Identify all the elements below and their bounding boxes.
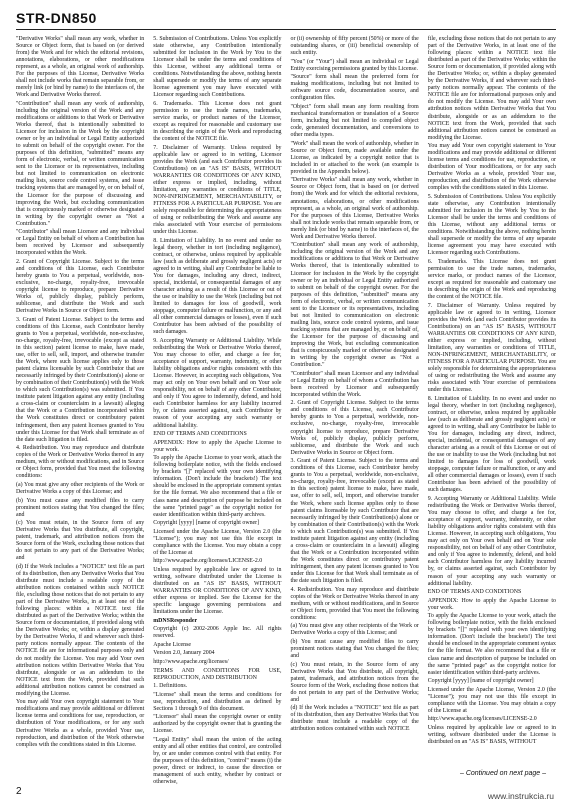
paragraph: APPENDIX: How to apply the Apache License to your work.: [427, 597, 556, 611]
paragraph: Unless required by applicable law or agreed to in writing, software distributed under the License is distributed on an "AS IS" BASIS, WITHOUT: [427, 724, 556, 746]
text-column-3: [291, 36, 419, 762]
paragraph: END OF TERMS AND CONDITIONS: [427, 589, 522, 596]
paragraph: (a) You must give any other recipients of the Work or Derivative Works a copy of this License; and: [290, 623, 419, 637]
text-column-4: [428, 36, 556, 762]
paragraph: 4. Redistribution. You may reproduce and distribute copies of the Work or Derivative Works thereof in any medium, with or without modifications, and in Source or Object form, provided that You meet the following conditions:: [16, 445, 145, 480]
paragraph: You may add Your own copyright statement to Your modifications and may provide additional or different license terms and conditions for use, reproduction, or distribution of Your modifications, or for any such Derivative Works as a whole, provided Your use, reproduction, and distribution of the Work otherwise complies with the conditions stated in this License.: [427, 143, 556, 192]
paragraph: 7. Disclaimer of Warranty. Unless required by applicable law or agreed to in writing, Licensor provides the Work (and each Contributor provides its Contributions) on an "AS IS" BASIS, WITHOUT WARRANTIES OR CONDITIONS OF ANY KIND, either express or implied, including, without limitation, any warranties or conditions of TITLE, NON-INFRINGEMENT, MERCHANTABILITY, or FITNESS FOR A PARTICULAR PURPOSE. You are solely responsible for determining the appropriateness of using or redistributing the Work and assume any risks associated with Your exercise of permissions under this License.: [427, 302, 556, 394]
paragraph: "Contribution" shall mean any work of authorship, including the original version of the Work and any modifications or additions to that Work or Derivative Works thereof, that is intentionally submitted to Licensor for inclusion in the Work by the copyright owner or by an individual or Legal Entity authorized to submit on behalf of the copyright owner. For the purposes of this definition, "submitted" means any form of electronic, verbal, or written communication sent to the Licensor or its representatives, including but not limited to communication on electronic mailing lists, source code control systems, and issue tracking systems that are managed by, or on behalf of, the Licensor for the purpose of discussing and improving the Work, but excluding communication that is conspicuously marked or otherwise designated in writing by the copyright owner as "Not a Contribution.": [290, 242, 419, 369]
paragraph: Copyright [yyyy] [name of copyright owner]: [153, 520, 260, 527]
paragraph: http://www.apache.org/licenses/LICENSE-2.0: [427, 716, 537, 723]
paragraph: 2. Grant of Copyright License. Subject to the terms and conditions of this License, each Contributor hereby grants to You a perpetual, worldwide, non-exclusive, no-charge, royalty-free, irrevocable copyright license to reproduce, prepare Derivative Works of, publicly display, publicly perform, sublicense, and distribute the Work and such Derivative Works in Source or Object form.: [16, 258, 145, 315]
paragraph: "You" (or "Your") shall mean an individual or Legal Entity exercising permissions granted by this License.: [290, 58, 419, 72]
text-column-2: [153, 36, 282, 786]
paragraph: 8. Limitation of Liability. In no event and under no legal theory, whether in tort (including negligence), contract, or otherwise, unless required by applicable law (such as deliberate and grossly negligent acts) or agreed to in writing, shall any Contributor be liable to You for damages, including any direct, indirect, special, incidental, or consequential damages of any character arising as a result of this License or out of the use or inability to use the Work (including but not limited to damages for loss of goodwill, work stoppage, computer failure or malfunction, or any and all other commercial damages or losses), even if such Contributor has been advised of the possibility of such damages.: [153, 237, 282, 336]
paragraph: APPENDIX: How to apply the Apache License to your work.: [153, 439, 282, 453]
paragraph: 7. Disclaimer of Warranty. Unless required by applicable law or agreed to in writing, Licensor provides the Work (and each Contributor provides its Contributions) on an "AS IS" BASIS, WITHOUT WARRANTIES OR CONDITIONS OF ANY KIND, either express or implied, including, without limitation, any warranties or conditions of TITLE, NON-INFRINGEMENT, MERCHANTABILITY, or FITNESS FOR A PARTICULAR PURPOSE. You are solely responsible for determining the appropriateness of using or redistributing the Work and assume any risks associated with Your exercise of permissions under this License.: [153, 144, 282, 236]
paragraph: 9. Accepting Warranty or Additional Liability. While redistributing the Work or Derivative Works thereof, You may choose to offer, and charge a fee for, acceptance of support, warranty, indemnity, or other liability obligations and/or rights consistent with this License. However, in accepting such obligations, You may act only on Your own behalf and on Your sole responsibility, not on behalf of any other Contributor, and only if You agree to indemnify, defend, and hold each Contributor harmless for any liability incurred by, or claims asserted against, such Contributor by reason of your accepting any such warranty or additional liability.: [153, 337, 282, 429]
paragraph: "Contributor" shall mean Licensor and any individual or Legal Entity on behalf of whom a Contribution has been received by Licensor and subsequently incorporated within the Work.: [16, 229, 145, 257]
paragraph: (a) You must give any other recipients of the Work or Derivative Works a copy of this License; and: [16, 481, 145, 495]
paragraph: file, excluding those notices that do not pertain to any part of the Derivative Works, in at least one of the following places: within a NOTICE text file distributed as part of the Derivative Works; within the Source form or documentation, if provided along with the Derivative Works; or, within a display generated by the Derivative Works, if and wherever such third-party notices normally appear. The contents of the NOTICE file are for informational purposes only and do not modify the License. You may add Your own attribution notices within Derivative Works that You distribute, alongside or as an addendum to the NOTICE text from the Work, provided that such additional attribution notices cannot be construed as modifying the License.: [427, 36, 556, 141]
paragraph: 6. Trademarks. This License does not grant permission to use the trade names, trademarks, service marks, or product names of the Licensor, except as required for reasonable and customary use in describing the origin of the Work and reproducing the content of the NOTICE file.: [153, 100, 282, 143]
paragraph: Copyright [yyyy] [name of copyright owner]: [427, 678, 534, 685]
paragraph: END OF TERMS AND CONDITIONS: [153, 431, 247, 438]
paragraph: "Work" shall mean the work of authorship, whether in Source or Object form, made available under the License, as indicated by a copyright notice that is included in or attached to the work (an example is provided in the Appendix below).: [290, 140, 419, 175]
paragraph: 2. Grant of Copyright License. Subject to the terms and conditions of this License, each Contributor hereby grants to You a perpetual, worldwide, non-exclusive, no-charge, royalty-free, irrevocable copyright license to reproduce, prepare Derivative Works of, publicly display, publicly perform, sublicense, and distribute the Work and such Derivative Works in Source or Object form.: [290, 400, 419, 456]
paragraph: You may add Your own copyright statement to Your modifications and may provide additional or different license terms and conditions for use, reproduction, or distribution of Your modifications, or for any such Derivative Works as a whole, provided Your use, reproduction, and distribution of the Work otherwise complies with the conditions stated in this License.: [16, 699, 145, 748]
paragraph: 3. Grant of Patent License. Subject to the terms and conditions of this License, each Contributor hereby grants to You a perpetual, worldwide, non-exclusive, no-charge, royalty-free, irrevocable (except as stated in this section) patent license to make, have made, use, offer to sell, sell, import, and otherwise transfer the Work, where such license applies only to those patent claims licensable by such Contributor that are necessarily infringed by their Contribution(s) alone or by combination of their Contribution(s) with the Work to which such Contribution(s) was submitted. If You institute patent litigation against any entity (including a cross-claim or counterclaim in a lawsuit) alleging that the Work or a Contribution incorporated within the Work constitutes direct or contributory patent infringement, then any patent licenses granted to You under this License for that Work shall terminate as of the date such litigation is filed.: [290, 458, 419, 585]
paragraph: "Legal Entity" shall mean the union of the acting entity and all other entities that control, are controlled by, or are under common control with that entity. For the purposes of this definition, "control" means (i) the power, direct or indirect, to cause the direction or management of such entity, whether by contract or otherwise,: [153, 736, 282, 786]
paragraph: (b) You must cause any modified files to carry prominent notices stating that You changed the files; and: [290, 638, 419, 659]
paragraph: "Derivative Works" shall mean any work, whether in Source or Object form, that is based on (or derived from) the Work and for which the editorial revisions, annotations, elaborations, or other modifications represent, as a whole, an original work of authorship. For the purposes of this License, Derivative Works shall not include works that remain separable from, or merely link (or bind by name) to the interfaces of, the Work and Derivative Works thereof.: [290, 177, 419, 240]
paragraph: TERMS AND CONDITIONS FOR USE, REPRODUCTION, AND DISTRIBUTION: [153, 667, 282, 681]
paragraph: (b) You must cause any modified files to carry prominent notices stating that You changed the files; and: [16, 497, 145, 518]
paragraph: "Licensor" shall mean the copyright owner or entity authorized by the copyright owner that is granting the License.: [153, 714, 282, 735]
paragraph: 6. Trademarks. This License does not grant permission to use the trade names, trademarks, service marks, or product names of the Licensor, except as required for reasonable and customary use in describing the origin of the Work and reproducing the content of the NOTICE file.: [427, 258, 556, 301]
paragraph: 5. Submission of Contributions. Unless You explicitly state otherwise, any Contribution intentionally submitted for inclusion in the Work by You to the Licensor shall be under the terms and conditions of this License, without any additional terms or conditions. Notwithstanding the above, nothing herein shall supersede or modify the terms of any separate license agreement you may have executed with Licensor regarding such Contributions.: [153, 36, 282, 99]
paragraph: (d) If the Work includes a "NOTICE" text file as part of its distribution, then any Derivative Works that You distribute must include a readable copy of the attribution notices contained within such NOTICE file, excluding those notices that do not pertain to any part of the Derivative Works, in at least one of the following places: within a NOTICE text file distributed as part of the Derivative Works; within the Source form or documentation, if provided along with the Derivative Works; or, within a display generated by the Derivative Works, if and wherever such third-party notices normally appear. The contents of the NOTICE file are for informational purposes only and do not modify the License. You may add Your own attribution notices within Derivative Works that You distribute, alongside or as an addendum to the NOTICE text from the Work, provided that such additional attribution notices cannot be construed as modifying the License.: [16, 563, 145, 697]
paragraph: Licensed under the Apache License, Version 2.0 (the "License"); you may not use this file except in compliance with the License. You may obtain a copy of the License at: [427, 686, 556, 714]
paragraph: Copyright (c) 2002-2006 Apple Inc. All rights reserved.: [153, 626, 282, 640]
page-header-model: STR-DN850: [16, 10, 97, 26]
paragraph: (c) You must retain, in the Source form of any Derivative Works that You distribute, all copyright, patent, trademark, and attribution notices from the Source form of the Work, excluding those notices that do not pertain to any part of the Derivative Works; and: [16, 520, 145, 562]
paragraph: http://www.apache.org/licenses/: [153, 658, 229, 665]
header-divider: [16, 29, 556, 30]
paragraph: 3. Grant of Patent License. Subject to the terms and conditions of this License, each Contributor hereby grants to You a perpetual, worldwide, non-exclusive, no-charge, royalty-free, irrevocable (except as stated in this section) patent license to make, have made, use, offer to sell, sell, import, and otherwise transfer the Work, where such license applies only to those patent claims licensable by such Contributor that are necessarily infringed by their Contribution(s) alone or by combination of their Contribution(s) with the Work to which such Contribution(s) was submitted. If You institute patent litigation against any entity (including a cross-claim or counterclaim in a lawsuit) alleging that the Work or a Contribution incorporated within the Work constitutes direct or contributory patent infringement, then any patent licenses granted to You under this License for that Work shall terminate as of the date such litigation is filed.: [16, 316, 145, 443]
paragraph: "Source" form shall mean the preferred form for making modifications, including but not limited to software source code, documentation source, and configuration files.: [290, 74, 419, 102]
paragraph: 1. Definitions.: [153, 683, 188, 690]
site-watermark: www.instrukcia.ru: [487, 791, 554, 801]
paragraph: (d) If the Work includes a "NOTICE" text file as part of its distribution, then any Derivative Works that You distribute must include a readable copy of the attribution notices contained within such NOTICE: [290, 705, 419, 733]
continued-notice: – Continued on next page –: [459, 770, 546, 777]
paragraph: "Contributor" shall mean Licensor and any individual or Legal Entity on behalf of whom a Contribution has been received by Licensor and subsequently incorporated within the Work.: [290, 370, 419, 398]
page-number: 2: [16, 786, 22, 797]
paragraph: (c) You must retain, in the Source form of any Derivative Works that You distribute, all copyright, patent, trademark, and attribution notices from the Source form of the Work, excluding those notices that do not pertain to any part of the Derivative Works; and: [290, 661, 419, 703]
text-column-1: [16, 36, 144, 762]
paragraph: "Derivative Works" shall mean any work, whether in Source or Object form, that is based on (or derived from) the Work and for which the editorial revisions, annotations, elaborations, or other modifications represent, as a whole, an original work of authorship. For the purposes of this License, Derivative Works shall not include works that remain separable from, or merely link (or bind by name) to the interfaces of, the Work and Derivative Works thereof.: [16, 36, 145, 99]
paragraph: Licensed under the Apache License, Version 2.0 (the "License"); you may not use this file except in compliance with the License. You may obtain a copy of the License at: [153, 528, 282, 556]
paragraph: mDNSResponder: [153, 617, 198, 624]
paragraph: "Contribution" shall mean any work of authorship, including the original version of the Work and any modifications or additions to that Work or Derivative Works thereof, that is intentionally submitted to Licensor for inclusion in the Work by the copyright owner or by an individual or Legal Entity authorized to submit on behalf of the copyright owner. For the purposes of this definition, "submitted" means any form of electronic, verbal, or written communication sent to the Licensor or its representatives, including but not limited to communication on electronic mailing lists, source code control systems, and issue tracking systems that are managed by, or on behalf of, the Licensor for the purpose of discussing and improving the Work, but excluding communication that is conspicuously marked or otherwise designated in writing by the copyright owner as "Not a Contribution.": [16, 100, 145, 227]
paragraph: To apply the Apache License to your work, attach the following boilerplate notice, with the fields enclosed by brackets "[]" replaced with your own identifying information. (Don't include the brackets!) The text should be enclosed in the appropriate comment syntax for the file format. We also recommend that a file or class name and description of purpose be included on the same "printed page" as the copyright notice for easier identification within third-party archives.: [153, 455, 282, 518]
paragraph: "Object" form shall mean any form resulting from mechanical transformation or translation of a Source form, including but not limited to compiled object code, generated documentation, and conversions to other media types.: [290, 103, 419, 139]
paragraph: 8. Limitation of Liability. In no event and under no legal theory, whether in tort (including negligence), contract, or otherwise, unless required by applicable law (such as deliberate and grossly negligent acts) or agreed to in writing, shall any Contributor be liable to You for damages, including any direct, indirect, special, incidental, or consequential damages of any character arising as a result of this License or out of the use or inability to use the Work (including but not limited to damages for loss of goodwill, work stoppage, computer failure or malfunction, or any and all other commercial damages or losses), even if such Contributor has been advised of the possibility of such damages.: [427, 395, 556, 494]
paragraph: Version 2.0, January 2004: [153, 650, 215, 657]
paragraph: http://www.apache.org/licenses/LICENSE-2.0: [153, 558, 263, 565]
paragraph: Unless required by applicable law or agreed to in writing, software distributed under the License is distributed on an "AS IS" BASIS, WITHOUT WARRANTIES OR CONDITIONS OF ANY KIND, either express or implied. See the License for the specific language governing permissions and limitations under the License.: [153, 566, 282, 616]
paragraph: 9. Accepting Warranty or Additional Liability. While redistributing the Work or Derivative Works thereof, You may choose to offer, and charge a fee for, acceptance of support, warranty, indemnity, or other liability obligations and/or rights consistent with this License. However, in accepting such obligations, You may act only on Your own behalf and on Your sole responsibility, not on behalf of any other Contributor, and only if You agree to indemnify, defend, and hold each Contributor harmless for any liability incurred by, or claims asserted against, such Contributor by reason of your accepting any such warranty or additional liability.: [427, 496, 556, 587]
paragraph: 5. Submission of Contributions. Unless You explicitly state otherwise, any Contribution intentionally submitted for inclusion in the Work by You to the Licensor shall be under the terms and conditions of this License, without any additional terms or conditions. Notwithstanding the above, nothing herein shall supersede or modify the terms of any separate license agreement you may have executed with Licensor regarding such Contributions.: [427, 194, 556, 257]
paragraph: 4. Redistribution. You may reproduce and distribute copies of the Work or Derivative Works thereof in any medium, with or without modifications, and in Source or Object form, provided that You meet the following conditions:: [290, 586, 419, 621]
paragraph: or (ii) ownership of fifty percent (50%) or more of the outstanding shares, or (iii) beneficial ownership of such entity.: [290, 36, 419, 57]
paragraph: Apache License: [153, 641, 192, 648]
paragraph: "License" shall mean the terms and conditions for use, reproduction, and distribution as defined by Sections 1 through 9 of this document.: [153, 691, 282, 712]
paragraph: To apply the Apache License to your work, attach the following boilerplate notice, with the fields enclosed by brackets "[]" replaced with your own identifying information. (Don't include the brackets!) The text should be enclosed in the appropriate comment syntax for the file format. We also recommend that a file or class name and description of purpose be included on the same "printed page" as the copyright notice for easier identification within third-party archives.: [427, 613, 556, 676]
